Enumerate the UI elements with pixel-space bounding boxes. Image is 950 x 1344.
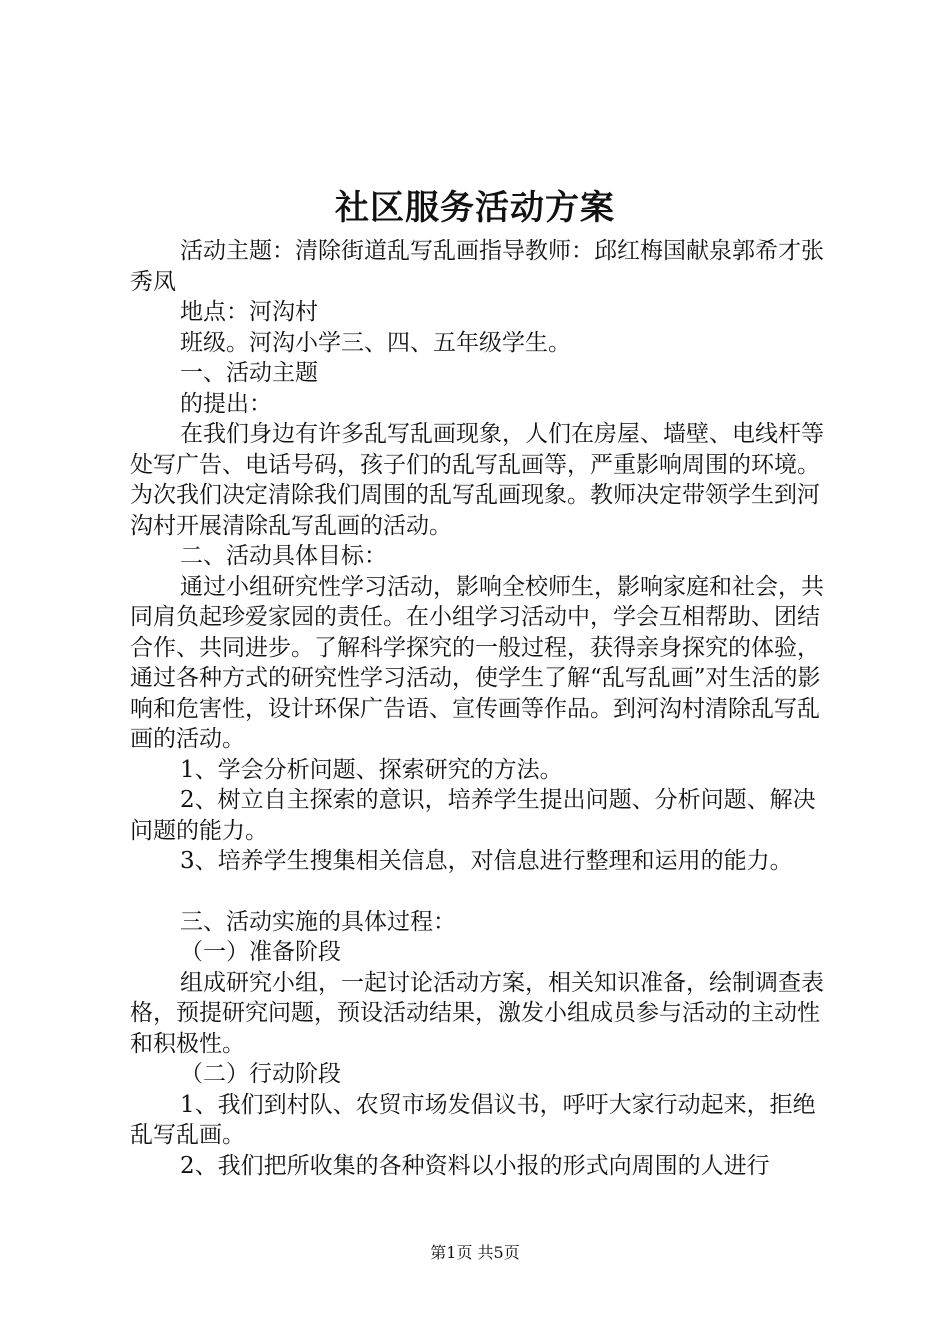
paragraph-theme-teachers: 活动主题：清除街道乱写乱画指导教师：邱红梅国献泉郭希才张秀凤 [130, 238, 824, 295]
subsection-heading-prepare: （一）准备阶段 [180, 939, 341, 965]
paragraph-goals: 通过小组研究性学习活动，影响全校师生，影响家庭和社会，共同肩负起珍爱家园的责任。在小组学习活动中，学会互相帮助、团结合作、共同进步。了解科学探究的一般过程，获得亲身探究的体验，通过各种方式的研究性学习活动，使学生了解“乱写乱画”对生活的影响和危害性，设计环保广告语、宣传画等作品。到河沟村清除乱写乱画的活动。 [130, 573, 824, 752]
goal-item-3: 3、培养学生搜集相关信息，对信息进行整理和运用的能力。 [180, 848, 793, 874]
section-heading-1: 一、活动主题 [180, 360, 318, 386]
paragraph-prepare: 组成研究小组，一起讨论活动方案，相关知识准备，绘制调查表格，预提研究问题，预设活动结果，激发小组成员参与活动的主动性和积极性。 [130, 969, 824, 1057]
paragraph-background: 在我们身边有许多乱写乱画现象，人们在房屋、墙壁、电线杆等处写广告、电话号码，孩子们的乱写乱画等，严重影响周围的环境。为次我们决定清除我们周围的乱写乱画现象。教师决定带领学生到河沟村开展清除乱写乱画的活动。 [130, 421, 824, 539]
action-item-2: 2、我们把所收集的各种资料以小报的形式向周围的人进行 [180, 1152, 770, 1179]
section-heading-2: 二、活动具体目标： [180, 543, 387, 569]
paragraph-class: 班级。河沟小学三、四、五年级学生。 [180, 329, 571, 356]
goal-item-1: 1、学会分析问题、探索研究的方法。 [180, 756, 563, 783]
section-heading-3: 三、活动实施的具体过程： [180, 908, 456, 935]
page-number-footer: 第1页 共5页 [430, 1243, 520, 1262]
paragraph-location: 地点：河沟村 [180, 299, 318, 325]
section-heading-1-continued: 的提出： [180, 390, 272, 417]
goal-item-2: 2、树立自主探索的意识，培养学生提出问题、分析问题、解决问题的能力。 [130, 787, 816, 844]
action-item-1: 1、我们到村队、农贸市场发倡议书，呼吁大家行动起来，拒绝乱写乱画。 [130, 1091, 816, 1148]
document-body [130, 236, 830, 1181]
document-title: 社区服务活动方案 [335, 188, 615, 228]
subsection-heading-action: （二）行动阶段 [180, 1061, 341, 1087]
